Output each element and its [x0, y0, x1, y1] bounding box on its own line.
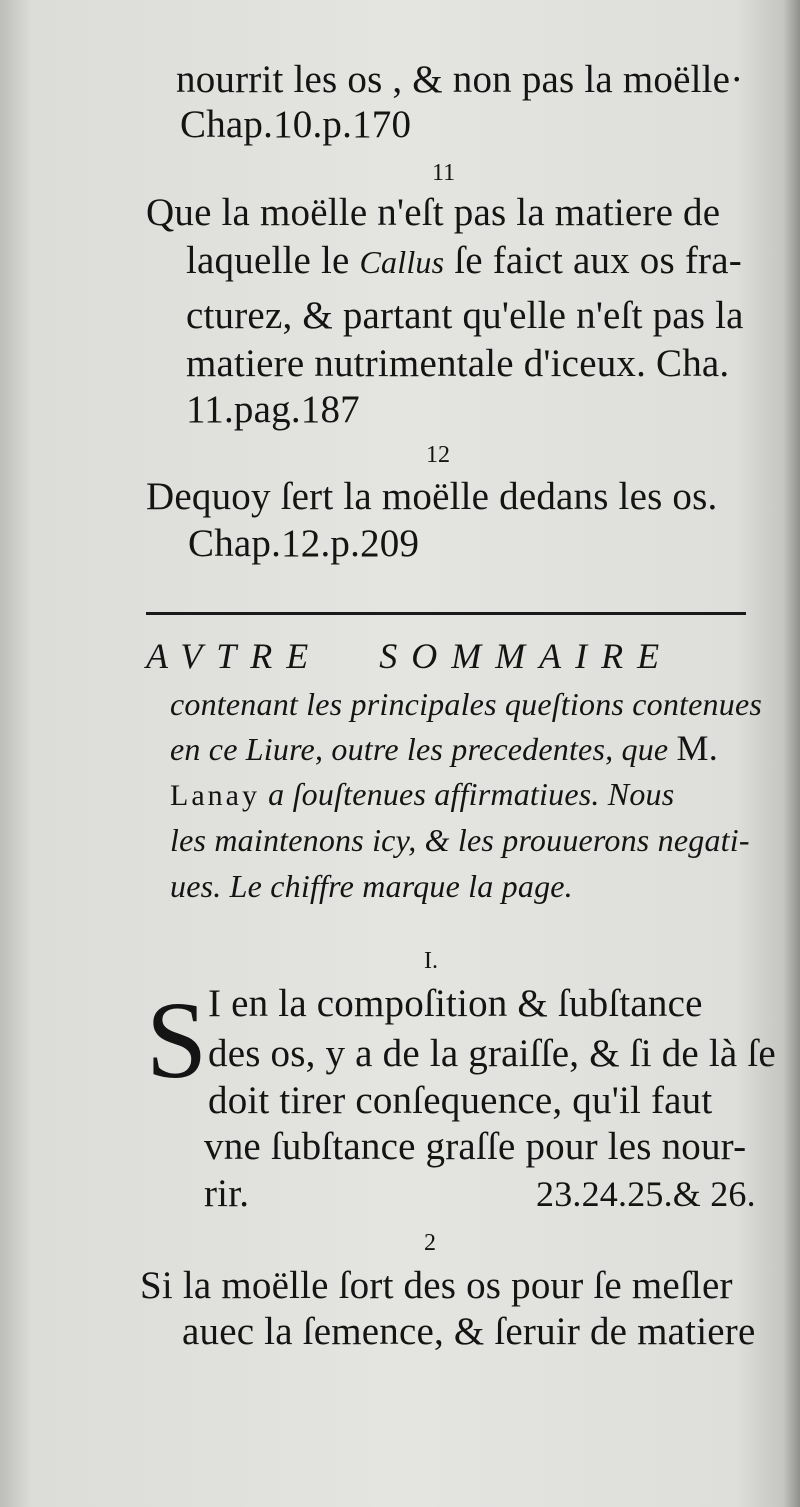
drop-cap: S — [146, 979, 208, 1101]
question-line: vne ſubſtance graſſe pour les nour- — [204, 1125, 747, 1168]
sommaire-line: ues. Le chiffre marque la page. — [170, 868, 573, 904]
sommaire-line — [170, 726, 718, 771]
entry-line: Chap.12.p.209 — [188, 522, 420, 565]
sommaire-text: M. — [676, 728, 718, 768]
question-line: des os, y a de la graiſſe, & ſi de là ſe — [208, 1032, 776, 1075]
author-name: Lanay — [170, 779, 260, 812]
entry-line: cturez, & partant qu'elle n'eſt pas la — [186, 294, 744, 337]
entry-text: laquelle le — [186, 239, 360, 282]
entry-term-italic: Callus — [359, 244, 445, 280]
question-line: auec la ſemence, & ſeruir de matiere — [182, 1310, 756, 1353]
question-line: I en la compoſition & ſubſtance — [208, 982, 703, 1025]
sommaire-line: les maintenons icy, & les prouuerons negati- — [170, 822, 750, 858]
entry-line: nourrit les os , & non pas la moëlle· — [176, 58, 744, 101]
entry-number: 12 — [426, 442, 450, 468]
question-line: rir. — [204, 1172, 250, 1215]
entry-line: Dequoy ſert la moëlle dedans les os. — [146, 475, 718, 518]
sommaire-text: a ſouſtenues affirmatiues. Nous — [259, 776, 675, 812]
sommaire-line — [170, 772, 674, 818]
entry-line — [186, 237, 742, 286]
entry-line: matiere nutrimentale d'iceux. Cha. — [186, 342, 730, 385]
question-number: I. — [424, 948, 438, 974]
entry-line: Chap.10.p.170 — [180, 103, 412, 146]
section-heading: AVTRE SOMMAIRE — [146, 636, 674, 676]
question-pages: 23.24.25.& 26. — [536, 1174, 756, 1214]
entry-line: 11.pag.187 — [186, 388, 360, 431]
sommaire-line: contenant les principales queſtions contenues — [170, 686, 762, 722]
entry-number: 11 — [432, 160, 456, 186]
question-number: 2 — [424, 1230, 436, 1256]
entry-line: Que la moëlle n'eſt pas la matiere de — [146, 191, 721, 234]
sommaire-text: en ce Liure, outre les precedentes, que — [170, 731, 677, 767]
question-line: Si la moëlle ſort des os pour ſe meſler — [140, 1264, 733, 1307]
entry-text: ſe faict aux os fra- — [444, 239, 742, 282]
question-line: doit tirer conſequence, qu'il faut — [208, 1079, 713, 1122]
section-divider — [146, 612, 746, 615]
